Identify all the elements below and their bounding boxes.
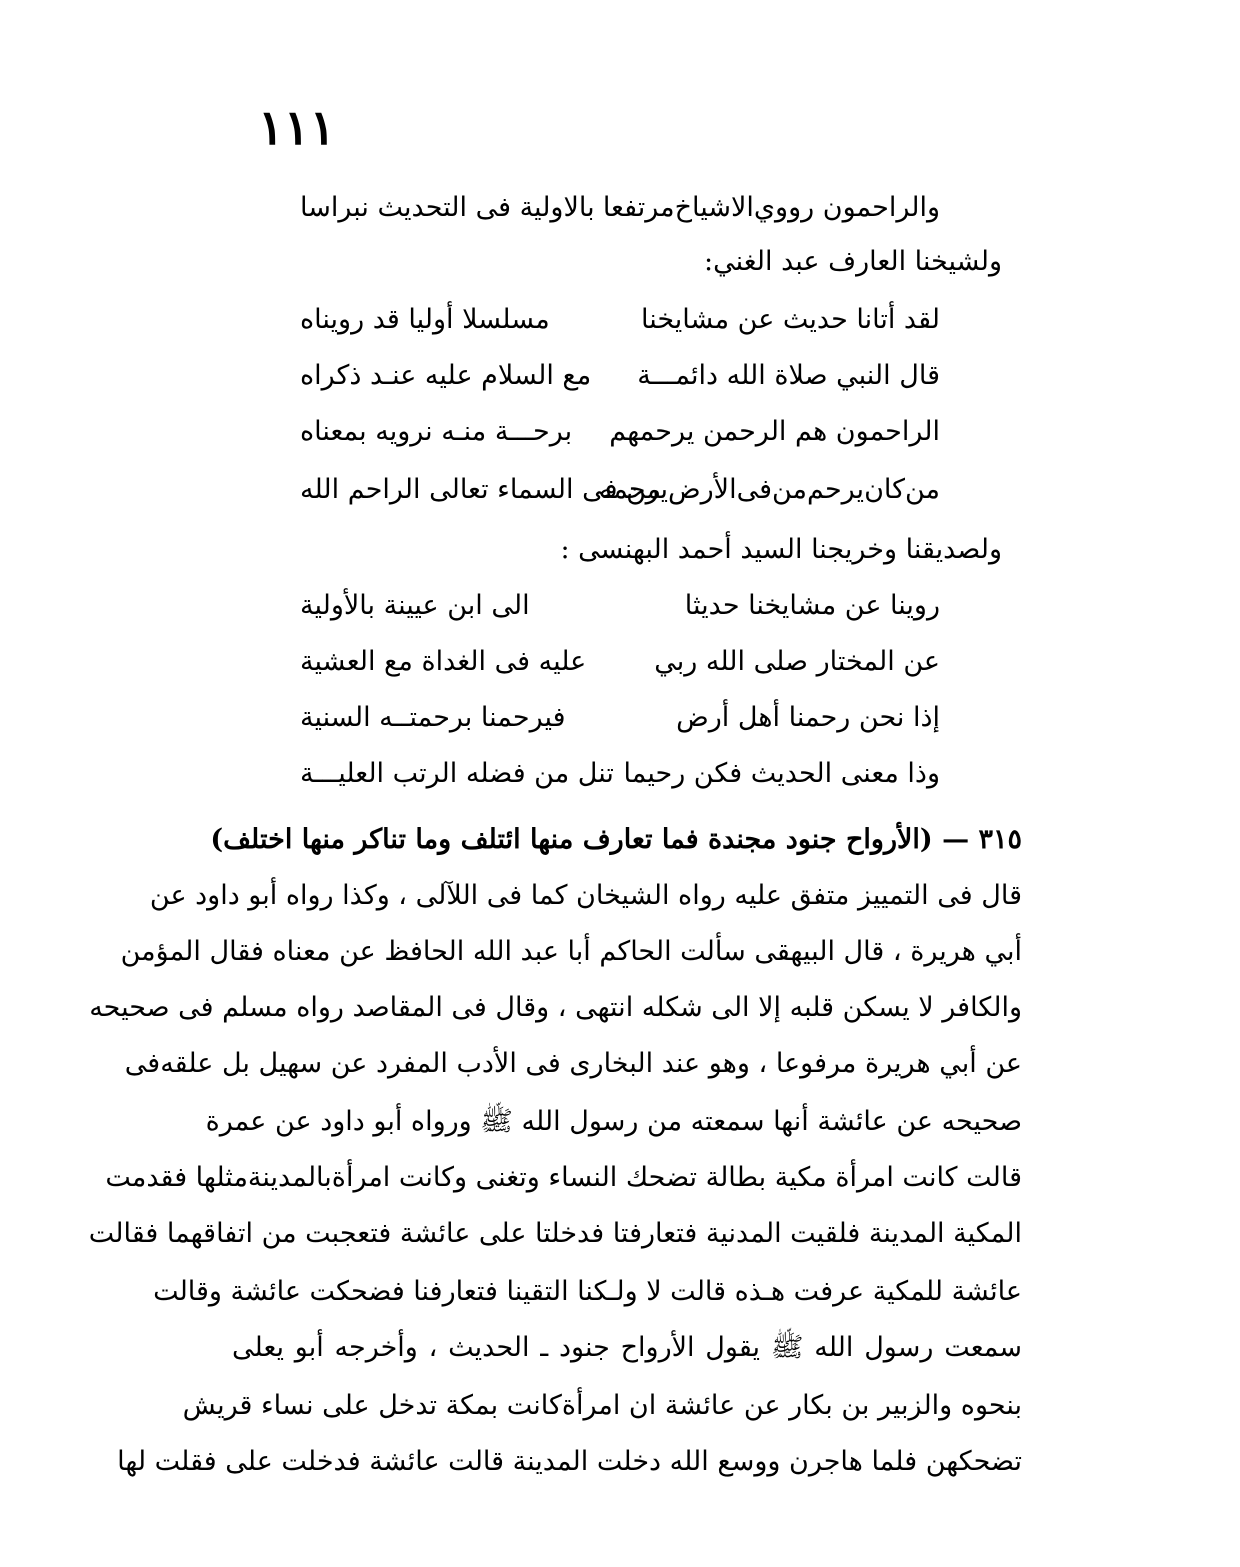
verse-second-hemistich: من فى السماء تعالى الراحم الله bbox=[300, 474, 662, 505]
poem-verse bbox=[300, 696, 940, 740]
verse-second-hemistich: تنل من فضله الرتب العليـــة bbox=[300, 758, 614, 789]
verse-first-hemistich: من‌كان‌يرحم‌من‌فى‌الأرض‌يرحمه bbox=[598, 474, 940, 505]
poem-verse bbox=[300, 354, 940, 398]
page-number: ١١١ bbox=[258, 100, 336, 156]
body-text-line: سمعت رسول الله ﷺ يقول الأرواح جنود ـ الحديث ، وأخرجه أبو يعلى bbox=[232, 1332, 1022, 1363]
body-text-line: أبي هريرة ، قال البيهقى سألت الحاكم أبا عبد الله الحافظ عن معناه فقال المؤمن bbox=[120, 936, 1022, 967]
body-text-line: والكافر لا يسكن قلبه إلا الى شكله انتهى ، وقال فى المقاصد رواه مسلم فى صحيحه bbox=[89, 992, 1022, 1023]
poem-verse bbox=[300, 752, 940, 796]
verse-first-hemistich: روينا عن مشايخنا حديثا bbox=[684, 590, 940, 621]
verse-first-hemistich: وذا معنى الحديث فكن رحيما bbox=[623, 758, 940, 789]
body-text-line: تضحكهن فلما هاجرن ووسع الله دخلت المدينة قالت عائشة فدخلت على فقلت لها bbox=[117, 1446, 1022, 1477]
poem-verse bbox=[300, 298, 940, 342]
body-text-line: قالت كانت امرأة مكية بطالة تضحك النساء وتغنى وكانت امرأة‌بالمدينة‌مثلها فقدمت bbox=[105, 1162, 1022, 1193]
poem-verse bbox=[300, 584, 940, 628]
verse-second-hemistich: بالاولية فى التحديث نبراسا bbox=[300, 192, 595, 223]
verse-first-hemistich: عن المختار صلى الله ربي bbox=[654, 646, 940, 677]
body-text-line: المكية المدينة فلقيت المدنية فتعارفتا فدخلتا على عائشة فتعجبت من اتفاقهما فقالت bbox=[88, 1218, 1022, 1249]
verse-first-hemistich: والراحمون رووي‌الاشياخ‌مرتفعا bbox=[602, 192, 940, 223]
verse-first-hemistich: قال النبي صلاة الله دائمـــة bbox=[637, 360, 940, 391]
body-text-line: صحيحه عن عائشة أنها سمعته من رسول الله ﷺ ورواه أبو داود عن عمرة bbox=[205, 1106, 1022, 1137]
body-text-line: قال فى التمييز متفق عليه رواه الشيخان كما فى اللآلى ، وكذا رواه أبو داود عن bbox=[149, 880, 1022, 911]
verse-first-hemistich: الراحمون هم الرحمن يرحمهم bbox=[609, 416, 940, 447]
poem-verse bbox=[300, 640, 940, 684]
body-text-line: عائشة للمكية عرفت هـذه قالت لا ولـكنا التقينا فتعارفنا فضحكت عائشة وقالت bbox=[153, 1276, 1022, 1307]
body-text-line: بنحوه والزبير بن بكار عن عائشة ان امرأة‌كانت بمكة تدخل على نساء قريش bbox=[182, 1390, 1022, 1421]
poem-verse bbox=[300, 468, 940, 512]
body-text-line: عن أبي هريرة مرفوعا ، وهو عند البخارى فى الأدب المفرد عن سهيل بل علقه‌فى bbox=[124, 1048, 1022, 1079]
verse-second-hemistich: مع السلام عليه عنـد ذكراه bbox=[300, 360, 592, 391]
verse-second-hemistich: مسلسلا أوليا قد رويناه bbox=[300, 304, 550, 335]
poem-intro-line: ولصديقنا وخريجنا السيد أحمد البهنسى : bbox=[560, 534, 1002, 565]
entry-heading: ٣١٥ — (الأرواح جنود مجندة فما تعارف منها ائتلف وما تناكر منها اختلف) bbox=[210, 824, 1022, 855]
verse-second-hemistich: برحـــة منـه نرويه بمعناه bbox=[300, 416, 573, 447]
poem-intro-line: ولشيخنا العارف عبد الغني: bbox=[704, 246, 1002, 277]
verse-first-hemistich: إذا نحن رحمنا أهل أرض bbox=[676, 702, 940, 733]
verse-second-hemistich: عليه فى الغداة مع العشية bbox=[300, 646, 587, 677]
verse-second-hemistich: الى ابن عيينة بالأولية bbox=[300, 590, 530, 621]
verse-first-hemistich: لقد أتانا حديث عن مشايخنا bbox=[640, 304, 940, 335]
poem-verse bbox=[300, 410, 940, 454]
opening-verse bbox=[300, 186, 940, 230]
verse-second-hemistich: فيرحمنا برحمتــه السنية bbox=[300, 702, 566, 733]
